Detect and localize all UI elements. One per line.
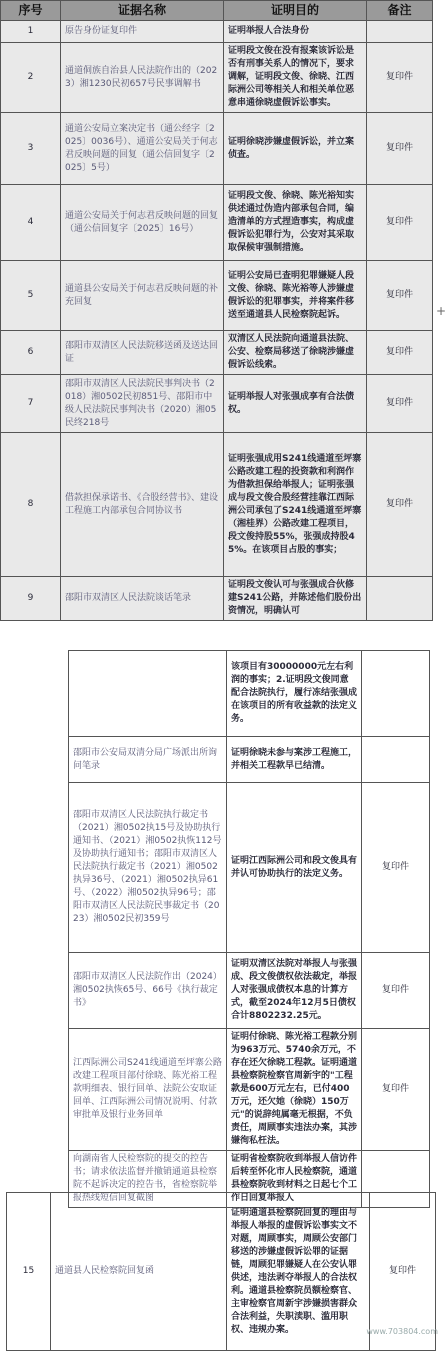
remark-cell: 复印件 [367, 261, 433, 331]
table-row [69, 1029, 430, 1151]
table-row [1, 433, 433, 577]
row-number: 9 [1, 577, 61, 621]
remark-cell: 复印件 [362, 953, 430, 1029]
header-purpose: 证明目的 [224, 1, 367, 21]
remark-cell: 复印件 [362, 1029, 430, 1151]
evidence-name: 通道县人民检察院回复函 [51, 1193, 227, 1351]
proof-purpose: 证明通道县检察院回复的理由与举报人举报的虚假诉讼事实文不对题，周顾事实，周顾公安部门移送的涉嫌虚假诉讼罪的证据链，周顾犯罪嫌疑人在公安认罪供述，违法剥夺举报人的合法权利。通道县检察院员额检察官、主审检察官周新宇涉嫌损害群众合法利益，失职渎职、滥用职权、违规办案。 [227, 1193, 370, 1351]
row-number: 4 [1, 185, 61, 261]
proof-purpose: 证明段文俊认可与张强成合伙修建S241公路，并陈述他们股份出资情况，明确认可 [224, 577, 367, 621]
table-row [1, 261, 433, 331]
table-row [69, 783, 430, 953]
table-row [69, 737, 430, 783]
table-row [1, 577, 433, 621]
evidence-name: 通道公安局关于何志君反映问题的回复（通公信回复字〔2025〕16号） [61, 185, 224, 261]
evidence-name [69, 651, 227, 737]
table-row [1, 43, 433, 113]
evidence-table-top [0, 0, 433, 621]
header-name: 证据名称 [61, 1, 224, 21]
evidence-name: 邵阳市双清区人民法院移送函及送达回证 [61, 331, 224, 375]
evidence-name: 江西际洲公司S241线通道至坪寨公路改建工程项目部付徐晓、陈光裕工程款明细表、银行回单、法院公安取证回单、江西际洲公司情况说明、付款审批单及银行业务回单 [69, 1029, 227, 1151]
proof-purpose: 证明付徐晓、陈光裕工程款分别为963万元、5740余万元，不存在还欠徐晓工程款。证明通道县检察院检察官周新宇的"工程款是600万元左右，已付400万元，还欠她（徐晓）150万元"的说辞纯属毫无根据，不负责任，周顾事实违法办案，其涉嫌徇私枉法。 [227, 1029, 362, 1151]
proof-purpose: 证明双清区法院对举报人与张强成、段文俊债权依法裁定，举报人对张强成债权本息的计算方式，截至2024年12月5日债权合计8802232.25元。 [227, 953, 362, 1029]
row-number: 1 [1, 21, 61, 43]
header-remark: 备注 [367, 1, 433, 21]
evidence-name: 邵阳市双清区人民法院民事判决书（2018）湘0502民初851号、邵阳市中级人民法院民事判决书（2020）湘05民终218号 [61, 375, 224, 433]
evidence-table-middle [68, 650, 430, 1208]
evidence-name: 邵阳市公安局双清分局广场派出所询问笔录 [69, 737, 227, 783]
proof-purpose: 证明举报人对张强成享有合法债权。 [224, 375, 367, 433]
evidence-name: 邵阳市双清区人民法院执行裁定书（2021）湘0502执15号及协助执行通知书、（2021）湘0502执恢112号及协助执行通知书；邵阳市双清区人民法院执行裁定书（2021）湘0502执异36号、（2021）湘0502执异61号、（2022）湘0502执异96号；邵阳市双清区人民法院民事裁定书（2023）湘0502民初359号 [69, 783, 227, 953]
page-marker-icon: + [436, 304, 447, 318]
evidence-name: 原告身份证复印件 [61, 21, 224, 43]
remark-cell: 复印件 [362, 783, 430, 953]
table-header-row [1, 1, 433, 21]
table-row [1, 113, 433, 185]
proof-purpose: 证明江西际洲公司和段文俊具有并认可协助执行的法定义务。 [227, 783, 362, 953]
row-number: 5 [1, 261, 61, 331]
site-watermark: www.703804.com [366, 1327, 438, 1336]
header-no: 序号 [1, 1, 61, 21]
proof-purpose: 证明徐晓涉嫌虚假诉讼，并立案侦查。 [224, 113, 367, 185]
proof-purpose: 证明徐晓未参与案涉工程施工，并相关工程款早已结清。 [227, 737, 362, 783]
evidence-name: 向湖南省人民检察院的提交的控告书；请求依法监督并撤销通道县检察院不起诉决定的控告书，省检察院举报热线短信回复截图 [69, 1151, 227, 1208]
table-row [1, 21, 433, 43]
remark-cell [367, 577, 433, 621]
remark-cell: 复印件 [367, 43, 433, 113]
proof-purpose: 证明段文俊在没有报案该诉讼是否有刑事关系人的情况下，要求调解，证明段文俊、徐晓、江西际洲公司等相关人和相关单位恶意串通徐晓虚假诉讼事实。 [224, 43, 367, 113]
table-row [1, 375, 433, 433]
remark-cell: 复印件 [370, 1193, 436, 1351]
evidence-name: 通道县公安局关于何志君反映问题的补充回复 [61, 261, 224, 331]
remark-cell: 复印件 [367, 375, 433, 433]
table-row [69, 651, 430, 737]
remark-cell: 复印件 [367, 113, 433, 185]
remark-cell: 复印件 [367, 433, 433, 577]
row-number: 6 [1, 331, 61, 375]
row-number: 2 [1, 43, 61, 113]
evidence-name: 通道侗族自治县人民法院作出的（2023）湘1230民初657号民事调解书 [61, 43, 224, 113]
proof-purpose: 证明张强成用S241线通道至坪寨公路改建工程的投资款和利润作为借款担保给举报人；证明张强成与段文俊合股经营挂靠江西际洲公司承包了S241线通道至坪寨（湘桂界）公路改建工程项目，段文俊持股55%，张强成持股45%。在该项目占股的事实； [224, 433, 367, 577]
proof-purpose: 证明举报人合法身份 [224, 21, 367, 43]
table-row [1, 185, 433, 261]
evidence-name: 邵阳市双清区人民法院作出（2024）湘0502执恢65号、66号《执行裁定书》 [69, 953, 227, 1029]
table-row [69, 953, 430, 1029]
evidence-name: 通道公安局立案决定书（通公经字〔2025〕0036号）、通道公安局关于何志君反映问题的回复（通公信回复字〔2025〕5号） [61, 113, 224, 185]
evidence-name: 借款担保承诺书、《合股经营书》、建设工程施工内部承包合同协议书 [61, 433, 224, 577]
remark-cell: 复印件 [367, 331, 433, 375]
proof-purpose: 证明公安局已查明犯罪嫌疑人段文俊、徐晓、陈光裕等人涉嫌虚假诉讼的犯罪事实，并将案件移送至通道县人民检察院起诉。 [224, 261, 367, 331]
remark-cell [367, 21, 433, 43]
remark-cell: 复印件 [367, 185, 433, 261]
row-number: 3 [1, 113, 61, 185]
row-number: 15 [7, 1193, 51, 1351]
remark-cell [362, 651, 430, 737]
proof-purpose: 证明段文俊、徐晓、陈光裕知实供述通过伪造内部承包合同，编造清单的方式捏造事实，构成虚假诉讼犯罪行为，公安对其采取取保候审强制措施。 [224, 185, 367, 261]
row-number: 7 [1, 375, 61, 433]
evidence-name: 邵阳市双清区人民法院谈话笔录 [61, 577, 224, 621]
proof-purpose: 证明省检察院收到举报人信访件后转至怀化市人民检察院，通道县检察院收到材料之日起七个工作日回复举报人 [227, 1151, 362, 1208]
table-row [1, 331, 433, 375]
proof-purpose: 双清区人民法院向通道县法院、公安、检察局移送了徐晓涉嫌虚假诉讼线索。 [224, 331, 367, 375]
proof-purpose: 该项目有30000000元左右利润的事实；2.证明段文俊同意配合法院执行，履行冻结张强成在该项目的所有收益款的法定义务。 [227, 651, 362, 737]
row-number: 8 [1, 433, 61, 577]
remark-cell [362, 737, 430, 783]
